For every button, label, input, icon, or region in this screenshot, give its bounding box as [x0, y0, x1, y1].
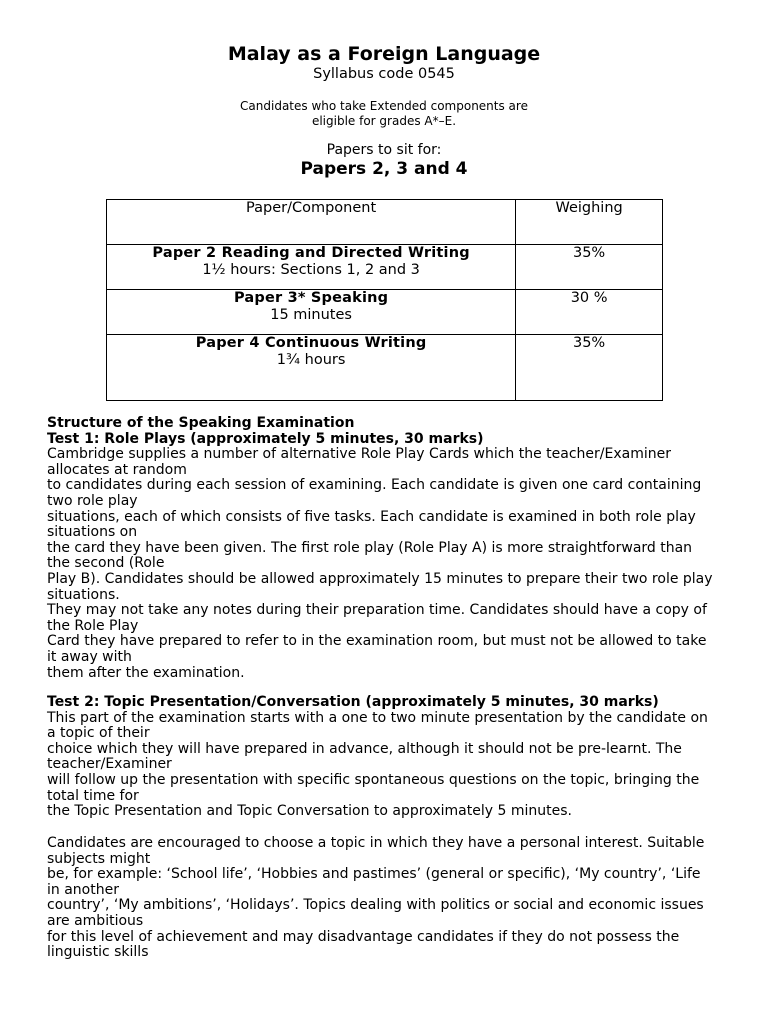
paragraph-line: choice which they will have prepared in advance, although it should not be pre-learnt. The — [47, 740, 682, 757]
component-name: Paper 2 Reading and Directed Writing — [152, 245, 470, 261]
component-detail: 1¾ hours — [276, 352, 346, 368]
paragraph-line: the second (Role — [47, 555, 165, 572]
paragraph-line: total time for — [47, 787, 139, 804]
paragraph-line: the card they have been given. The first role play (Role Play A) is more straightforward than — [47, 539, 693, 556]
table-row — [107, 290, 663, 335]
paragraph-line: the Role Play — [47, 617, 139, 634]
paragraph-line: a topic of their — [47, 725, 150, 742]
component-detail: 1½ hours: Sections 1, 2 and 3 — [202, 262, 420, 278]
paragraph-line: situations. — [47, 586, 120, 603]
component-weighting-table — [106, 199, 663, 401]
header-component: Paper/Component — [107, 200, 516, 245]
paragraph-line: be, for example: ‘School life’, ‘Hobbies and pastimes’ (general or specific), ‘My country’, ‘Life — [47, 866, 701, 883]
table-header-row — [107, 200, 663, 245]
eligibility-note-line1: Candidates who take Extended components are — [240, 99, 528, 113]
component-cell — [107, 245, 516, 290]
paragraph-line: are ambitious — [47, 912, 144, 929]
paragraph-line: them after the examination. — [47, 664, 245, 681]
paragraph-line: Cambridge supplies a number of alternative Role Play Cards which the teacher/Examiner — [47, 446, 671, 463]
eligibility-note-line2: eligible for grades A*–E. — [311, 114, 457, 128]
component-cell — [107, 290, 516, 335]
test1-heading: Test 1: Role Plays (approximately 5 minutes, 30 marks) — [47, 430, 484, 447]
papers-label: Papers to sit for: — [326, 142, 442, 158]
test2-heading: Test 2: Topic Presentation/Conversation (approximately 5 minutes, 30 marks) — [47, 694, 659, 710]
paragraph-line: This part of the examination starts with a one to two minute presentation by the candidate on — [47, 709, 708, 726]
paragraph-line: to candidates during each session of examining. Each candidate is given one card containing — [47, 477, 702, 494]
paragraph-line: will follow up the presentation with specific spontaneous questions on the topic, bringing the — [47, 771, 700, 788]
papers-value: Papers 2, 3 and 4 — [300, 159, 468, 179]
paragraph-line: country’, ‘My ambitions’, ‘Holidays’. Topics dealing with politics or social and economic issues — [47, 897, 704, 914]
paragraph-line: Play B). Candidates should be allowed approximately 15 minutes to prepare their two role play — [47, 570, 713, 587]
weighting-cell: 35% — [516, 335, 663, 401]
component-cell — [107, 335, 516, 401]
paragraph-line: it away with — [47, 648, 132, 665]
document-title: Malay as a Foreign Language — [227, 43, 541, 65]
weighting-cell: 30 % — [516, 290, 663, 335]
paragraph-line: linguistic skills — [47, 944, 149, 961]
paragraph-line: for this level of achievement and may disadvantage candidates if they do not possess the — [47, 928, 680, 945]
paragraph-line: in another — [47, 881, 119, 898]
paragraph-line: situations on — [47, 524, 138, 541]
table-row — [107, 245, 663, 290]
syllabus-code: Syllabus code 0545 — [313, 66, 455, 82]
table-row — [107, 335, 663, 401]
paragraph-line: subjects might — [47, 850, 151, 867]
paragraph-line: two role play — [47, 492, 138, 509]
component-name: Paper 4 Continuous Writing — [195, 335, 427, 351]
speaking-structure-section — [47, 416, 727, 681]
header-weighting: Weighing — [516, 200, 663, 245]
weighting-cell: 35% — [516, 245, 663, 290]
paragraph-line: the Topic Presentation and Topic Conversation to approximately 5 minutes. — [47, 803, 572, 820]
paragraph-line: Card they have prepared to refer to in the examination room, but must not be allowed to take — [47, 633, 707, 650]
paragraph-line: situations, each of which consists of five tasks. Each candidate is examined in both role play — [47, 508, 696, 525]
paragraph-line: allocates at random — [47, 461, 187, 478]
test2-section — [47, 695, 727, 820]
topic-guidance-section — [47, 836, 727, 961]
paragraph-line: Candidates are encouraged to choose a topic in which they have a personal interest. Suitable — [47, 835, 705, 851]
paragraph-line: teacher/Examiner — [47, 756, 172, 773]
component-name: Paper 3* Speaking — [233, 290, 389, 306]
paragraph-line: They may not take any notes during their preparation time. Candidates should have a copy of — [47, 602, 707, 619]
component-detail: 15 minutes — [270, 307, 352, 323]
section-heading: Structure of the Speaking Examination — [47, 415, 355, 431]
